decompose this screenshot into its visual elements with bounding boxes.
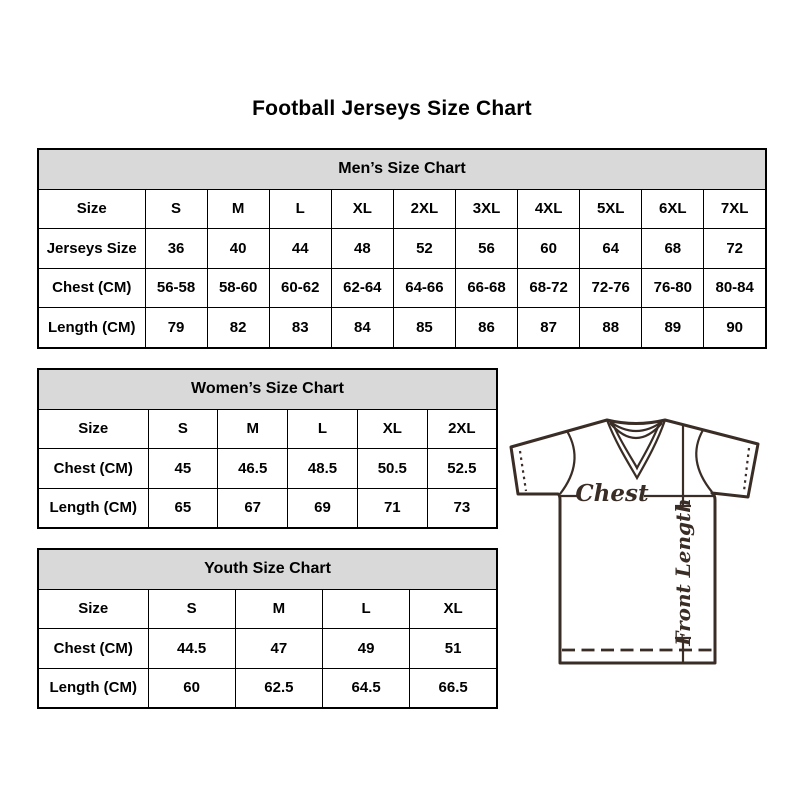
value-cell: S [148,409,218,449]
front-length-label: Front Length [671,498,695,646]
value-cell: 83 [269,308,331,348]
value-cell: 72 [704,229,766,269]
table-title: Men’s Size Chart [38,149,766,189]
value-cell: 56-58 [145,268,207,308]
value-cell: 85 [393,308,455,348]
value-cell: 51 [410,629,497,669]
jersey-measurement-diagram [500,400,770,670]
value-cell: 67 [218,488,288,528]
value-cell: 7XL [704,189,766,229]
value-cell: 45 [148,449,218,489]
value-cell: 52.5 [427,449,497,489]
value-cell: 79 [145,308,207,348]
value-cell: 89 [642,308,704,348]
value-cell: 71 [357,488,427,528]
table-row [38,449,497,489]
value-cell: S [148,589,235,629]
value-cell: 88 [580,308,642,348]
value-cell: L [288,409,358,449]
value-cell: 72-76 [580,268,642,308]
page-title: Football Jerseys Size Chart [252,97,532,120]
jersey-outline [511,420,758,663]
womens-size-table [37,368,498,529]
row-label-cell: Size [38,189,145,229]
value-cell: 3XL [455,189,517,229]
value-cell: 2XL [393,189,455,229]
value-cell: 58-60 [207,268,269,308]
value-cell: 66-68 [455,268,517,308]
value-cell: 68-72 [518,268,580,308]
value-cell: 60 [148,668,235,708]
value-cell: XL [410,589,497,629]
value-cell: 62-64 [331,268,393,308]
value-cell: 64.5 [323,668,410,708]
value-cell: 48 [331,229,393,269]
table-title-row [38,369,497,409]
table-row [38,668,497,708]
table-row [38,229,766,269]
value-cell: 76-80 [642,268,704,308]
row-label-cell: Length (CM) [38,668,148,708]
value-cell: 68 [642,229,704,269]
table-row [38,409,497,449]
value-cell: 52 [393,229,455,269]
value-cell: 62.5 [235,668,322,708]
value-cell: 86 [455,308,517,348]
value-cell: 60 [518,229,580,269]
value-cell: 64-66 [393,268,455,308]
value-cell: L [323,589,410,629]
value-cell: 44 [269,229,331,269]
youth-size-table [37,548,498,709]
table-title-row [38,549,497,589]
value-cell: 66.5 [410,668,497,708]
value-cell: 36 [145,229,207,269]
table-row [38,589,497,629]
value-cell: 64 [580,229,642,269]
row-label-cell: Chest (CM) [38,268,145,308]
table-title-row [38,149,766,189]
value-cell: 44.5 [148,629,235,669]
value-cell: 90 [704,308,766,348]
value-cell: 80-84 [704,268,766,308]
value-cell: 4XL [518,189,580,229]
row-label-cell: Length (CM) [38,308,145,348]
value-cell: 73 [427,488,497,528]
table-row [38,488,497,528]
row-label-cell: Chest (CM) [38,449,148,489]
value-cell: 84 [331,308,393,348]
value-cell: 60-62 [269,268,331,308]
value-cell: M [207,189,269,229]
value-cell: 56 [455,229,517,269]
value-cell: L [269,189,331,229]
value-cell: 5XL [580,189,642,229]
row-label-cell: Jerseys Size [38,229,145,269]
value-cell: 65 [148,488,218,528]
value-cell: 40 [207,229,269,269]
table-row [38,268,766,308]
value-cell: 87 [518,308,580,348]
value-cell: 2XL [427,409,497,449]
row-label-cell: Chest (CM) [38,629,148,669]
table-title: Women’s Size Chart [38,369,497,409]
row-label-cell: Length (CM) [38,488,148,528]
value-cell: XL [357,409,427,449]
table-title: Youth Size Chart [38,549,497,589]
table-row [38,308,766,348]
row-label-cell: Size [38,589,148,629]
value-cell: 46.5 [218,449,288,489]
value-cell: 82 [207,308,269,348]
table-row [38,189,766,229]
value-cell: 6XL [642,189,704,229]
value-cell: S [145,189,207,229]
value-cell: 48.5 [288,449,358,489]
value-cell: XL [331,189,393,229]
row-label-cell: Size [38,409,148,449]
value-cell: 69 [288,488,358,528]
value-cell: M [218,409,288,449]
value-cell: 50.5 [357,449,427,489]
mens-size-table [37,148,767,349]
value-cell: 47 [235,629,322,669]
value-cell: 49 [323,629,410,669]
table-row [38,629,497,669]
chest-label: Chest [575,480,649,507]
value-cell: M [235,589,322,629]
